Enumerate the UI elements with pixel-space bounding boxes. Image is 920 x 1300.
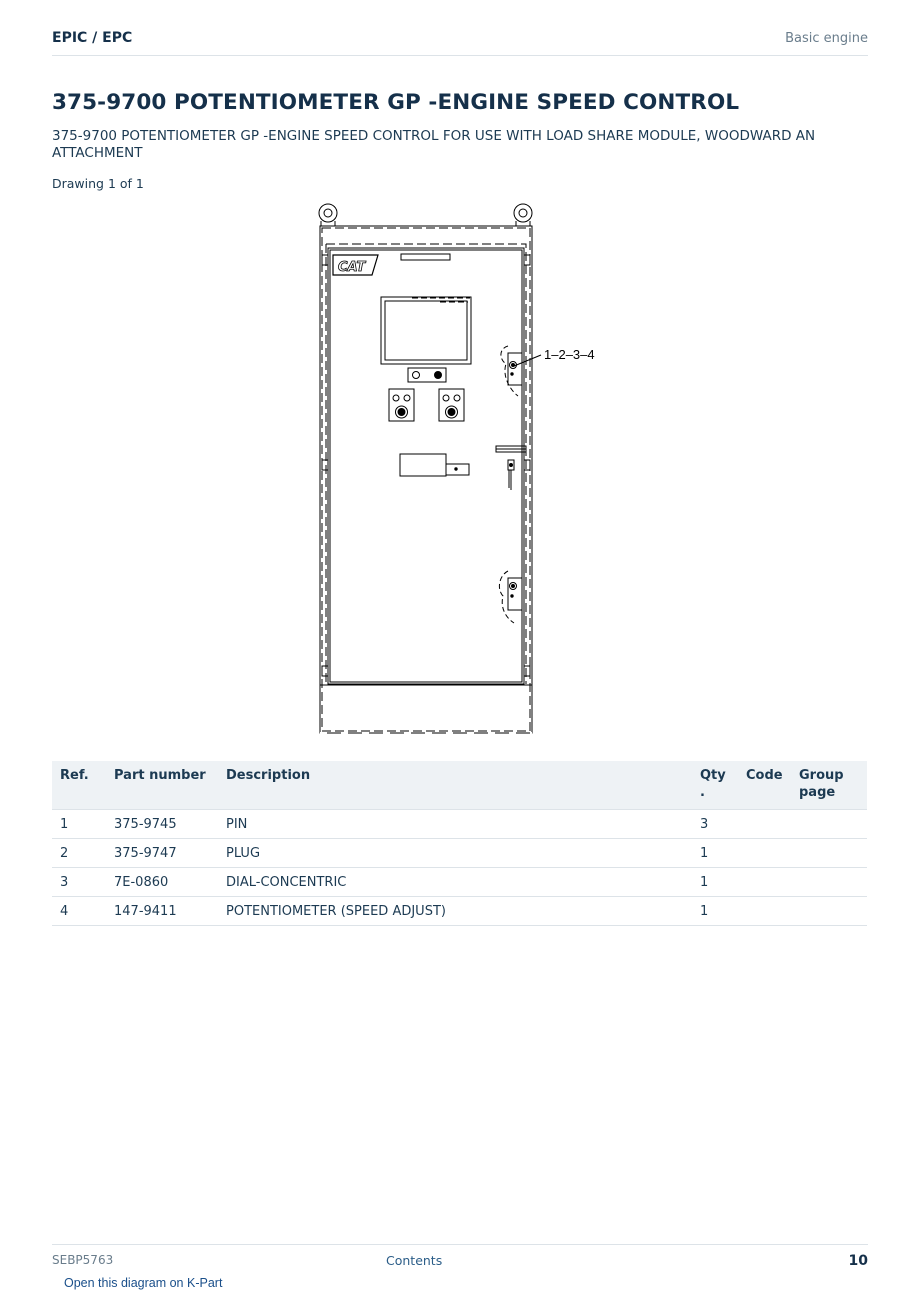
document-id: SEBP5763 (52, 1253, 114, 1267)
cell-group-page (791, 868, 867, 897)
indicator-lamps (408, 368, 446, 382)
page-number: 10 (848, 1253, 868, 1269)
page-footer (52, 1244, 868, 1273)
table-row (52, 897, 867, 926)
cell-part-number: 375-9747 (106, 839, 218, 868)
cell-code (738, 868, 791, 897)
cell-qty: 3 (692, 810, 738, 839)
cell-description: PLUG (218, 839, 692, 868)
potentiometer-lower (499, 571, 522, 623)
table-row (52, 868, 867, 897)
cell-ref: 2 (52, 839, 106, 868)
cell-part-number: 7E-0860 (106, 868, 218, 897)
page-title: 375-9700 POTENTIOMETER GP -ENGINE SPEED CONTROL (52, 90, 740, 115)
selector-switch-right (439, 389, 464, 421)
parts-diagram (300, 198, 620, 743)
cell-code (738, 839, 791, 868)
cell-description: POTENTIOMETER (SPEED ADJUST) (218, 897, 692, 926)
nameplate (401, 254, 450, 260)
cell-group-page (791, 839, 867, 868)
cell-ref: 3 (52, 868, 106, 897)
parts-table (52, 761, 867, 926)
table-row (52, 810, 867, 839)
col-group-page: Group page (791, 761, 867, 810)
page-subtitle: 375-9700 POTENTIOMETER GP -ENGINE SPEED CONTROL FOR USE WITH LOAD SHARE MODULE, WOODWARD AN ATTACHMENT (52, 128, 816, 161)
control-module (400, 454, 469, 476)
leader-line (514, 355, 541, 366)
cell-ref: 4 (52, 897, 106, 926)
cell-qty: 1 (692, 839, 738, 868)
cabinet-outline (319, 204, 532, 733)
section-name: Basic engine (785, 31, 868, 46)
display-panel (381, 297, 471, 364)
potentiometer-upper (501, 346, 522, 396)
svg-text:CAT: CAT (338, 260, 366, 275)
cell-part-number: 147-9411 (106, 897, 218, 926)
drawing-label: Drawing 1 of 1 (52, 176, 144, 191)
cell-code (738, 810, 791, 839)
callout-label: 1–2–3–4 (544, 347, 595, 362)
col-description: Description (218, 761, 692, 810)
cell-description: PIN (218, 810, 692, 839)
cell-part-number: 375-9745 (106, 810, 218, 839)
cell-qty: 1 (692, 897, 738, 926)
cell-qty: 1 (692, 868, 738, 897)
col-qty: Qty . (692, 761, 738, 810)
col-code: Code (738, 761, 791, 810)
contents-link[interactable]: Contents (386, 1253, 443, 1268)
table-row (52, 839, 867, 868)
breadcrumb: EPIC / EPC (52, 30, 133, 46)
cell-ref: 1 (52, 810, 106, 839)
cell-code (738, 897, 791, 926)
col-part-number: Part number (106, 761, 218, 810)
col-ref: Ref. (52, 761, 106, 810)
table-header-row (52, 761, 867, 810)
page-header (52, 28, 868, 56)
selector-switch-left (389, 389, 414, 421)
cell-description: DIAL-CONCENTRIC (218, 868, 692, 897)
open-kpart-link[interactable]: Open this diagram on K-Part (64, 1276, 223, 1290)
cell-group-page (791, 810, 867, 839)
cat-logo (333, 255, 378, 275)
cell-group-page (791, 897, 867, 926)
